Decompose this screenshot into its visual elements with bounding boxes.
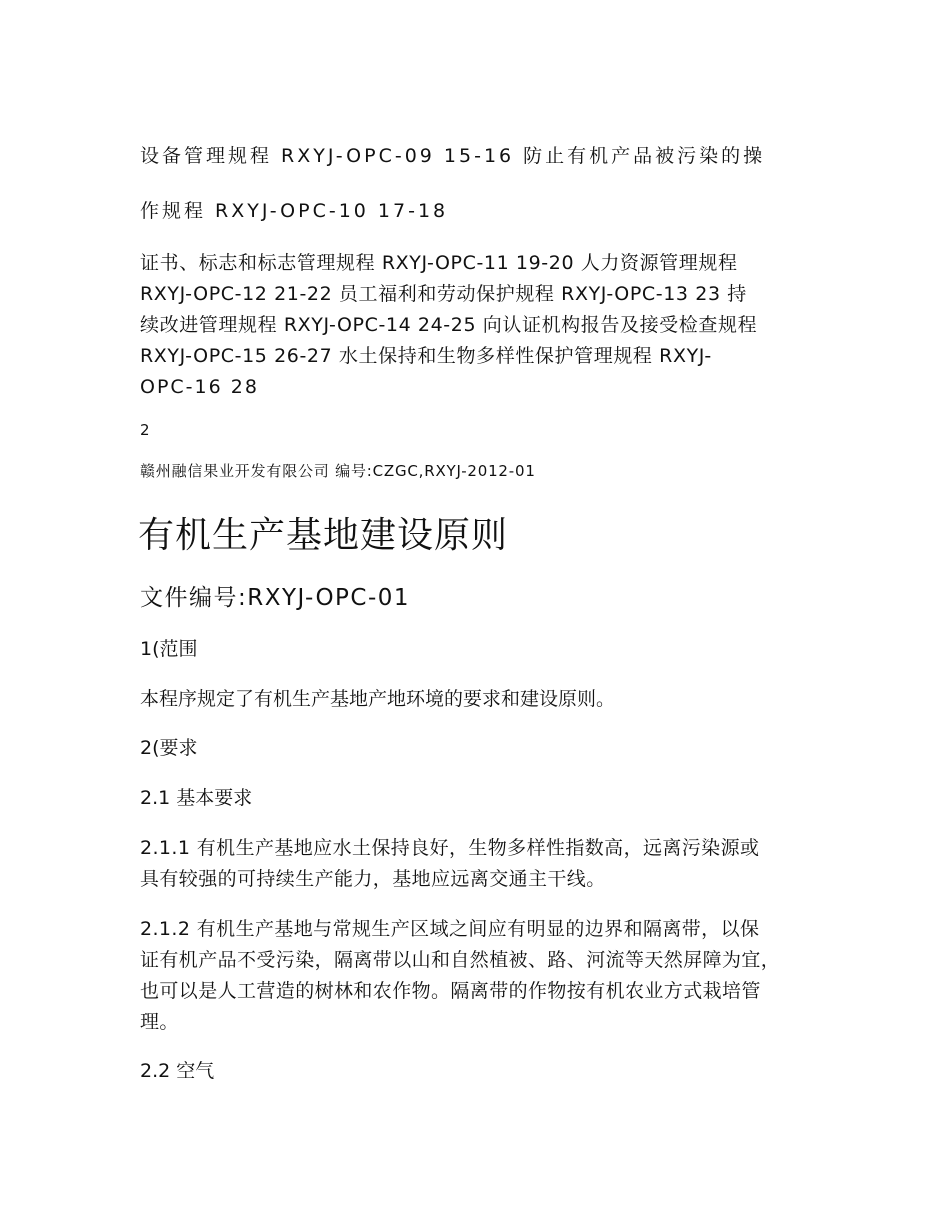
section-2-1-heading: 2.1 基本要求 [140,787,253,809]
section-2-2-heading: 2.2 空气 [140,1060,215,1082]
toc-block-line: OPC-16 28 [140,376,259,398]
paragraph-line: 也可以是人工营造的树林和农作物。隔离带的作物按有机农业方式栽培管 [140,980,761,1002]
section-2-heading: 2(要求 [140,737,198,759]
paragraph-line: 理。 [140,1011,179,1033]
toc-line-2: 作规程 RXYJ-OPC-10 17-18 [140,200,449,222]
toc-block-line: 证书、标志和标志管理规程 RXYJ-OPC-11 19-20 人力资源管理规程 [140,252,738,274]
section-1-heading: 1(范围 [140,638,198,660]
toc-line-1: 设备管理规程 RXYJ-OPC-09 15-16 防止有机产品被污染的操 [140,145,766,167]
toc-block [140,248,830,403]
page-number: 2 [140,421,150,439]
toc-block-line: RXYJ-OPC-12 21-22 员工福利和劳动保护规程 RXYJ-OPC-13 23 持 [140,283,747,305]
document-number: 文件编号:RXYJ-OPC-01 [140,585,411,611]
paragraph-line: 证有机产品不受污染，隔离带以山和自然植被、路、河流等天然屏障为宜， [140,949,781,971]
page-title: 有机生产基地建设原则 [138,515,509,556]
toc-block-line: RXYJ-OPC-15 26-27 水土保持和生物多样性保护管理规程 RXYJ- [140,345,712,367]
paragraph-line: 具有较强的可持续生产能力，基地应远离交通主干线。 [140,868,606,890]
paragraph-2-1-2 [140,914,830,1038]
paragraph-line: 2.1.2 有机生产基地与常规生产区域之间应有明显的边界和隔离带，以保 [140,918,760,940]
section-1-text: 本程序规定了有机生产基地产地环境的要求和建设原则。 [140,688,616,710]
toc-block-line: 续改进管理规程 RXYJ-OPC-14 24-25 向认证机构报告及接受检查规程 [140,314,758,336]
document-header: 赣州融信果业开发有限公司 编号:CZGC,RXYJ-2012-01 [140,462,536,480]
paragraph-2-1-1 [140,833,830,895]
paragraph-line: 2.1.1 有机生产基地应水土保持良好，生物多样性指数高，远离污染源或 [140,837,760,859]
